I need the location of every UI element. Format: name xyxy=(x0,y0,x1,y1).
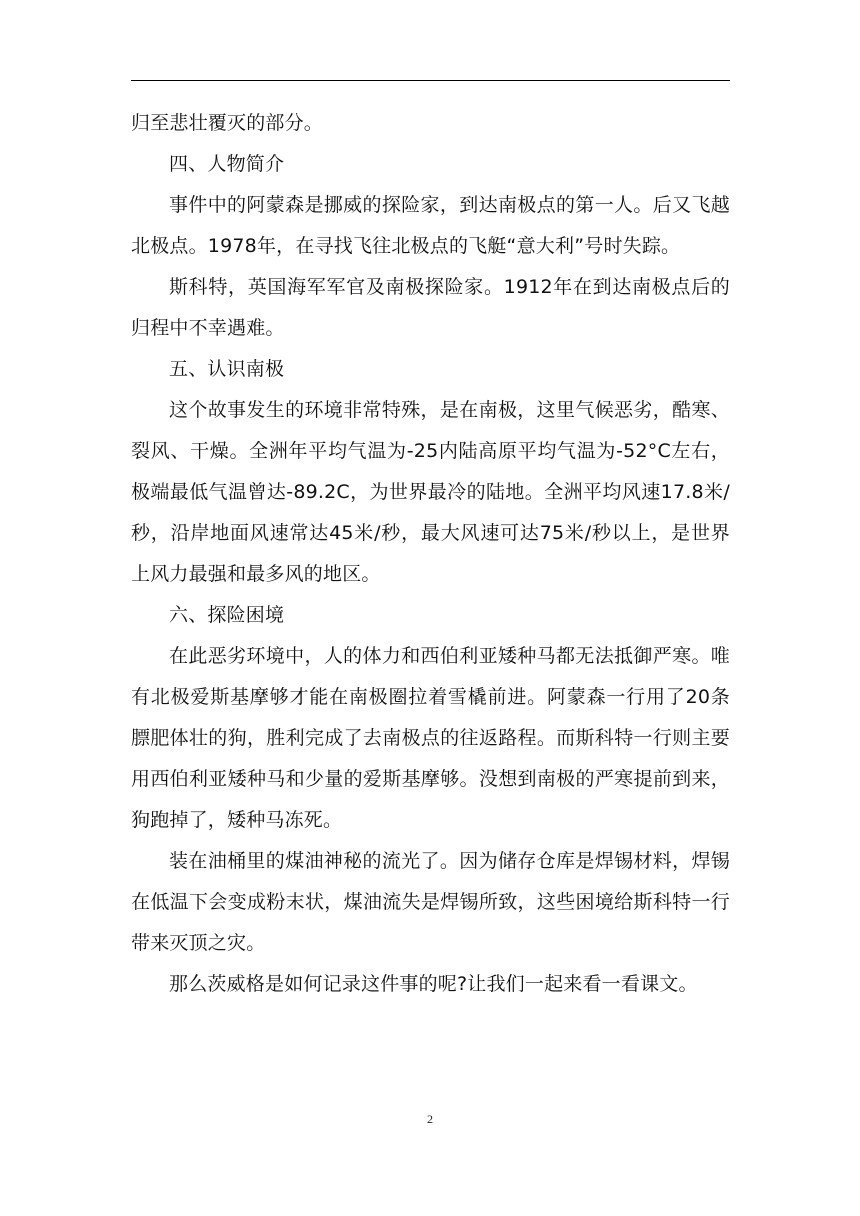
paragraph-kerosene-loss: 装在油桶里的煤油神秘的流光了。因为储存仓库是焊锡材料，焊锡在低温下会变成粉末状，煤油流失是焊锡所致，这些困境给斯科特一行带来灭顶之灾。 xyxy=(131,850,730,954)
section-heading-character-intro: 四、人物简介 xyxy=(169,153,285,175)
section-heading-expedition-difficulties: 六、探险困境 xyxy=(169,604,285,626)
page-number: 2 xyxy=(427,1112,433,1126)
section-heading-antarctica: 五、认识南极 xyxy=(169,358,285,380)
paragraph-scott: 斯科特，英国海军军官及南极探险家。1912年在到达南极点后的归程中不幸遇难。 xyxy=(131,276,730,339)
header-divider xyxy=(131,80,730,81)
paragraph-amundsen: 事件中的阿蒙森是挪威的探险家，到达南极点的第一人。后又飞越北极点。1978年，在寻找飞往北极点的飞艇“意大利”号时失踪。 xyxy=(131,194,730,257)
paragraph-antarctic-climate: 这个故事发生的环境非常特殊，是在南极，这里气候恶劣，酷寒、裂风、干燥。全洲年平均气温为-25内陆高原平均气温为-52°C左右，极端最低气温曾达-89.2C，为世界最冷的陆地。全洲平均风速17.8米/秒，沿岸地面风速常达45米/秒，最大风速可达75米/秒以上，是世界上风力最强和最多风的地区。 xyxy=(131,399,730,585)
paragraph-dogs-and-ponies: 在此恶劣环境中，人的体力和西伯利亚矮种马都无法抵御严寒。唯有北极爱斯基摩够才能在南极圈拉着雪橇前进。阿蒙森一行用了20条膘肥体壮的狗，胜利完成了去南极点的往返路程。而斯科特一行则主要用西伯利亚矮种马和少量的爱斯基摩够。没想到南极的严寒提前到来，狗跑掉了，矮种马冻死。 xyxy=(131,645,730,831)
document-body xyxy=(131,103,730,1005)
paragraph-continuation: 归至悲壮覆灭的部分。 xyxy=(131,112,324,134)
paragraph-transition-to-text: 那么茨威格是如何记录这件事的呢?让我们一起来看一看课文。 xyxy=(169,973,698,995)
